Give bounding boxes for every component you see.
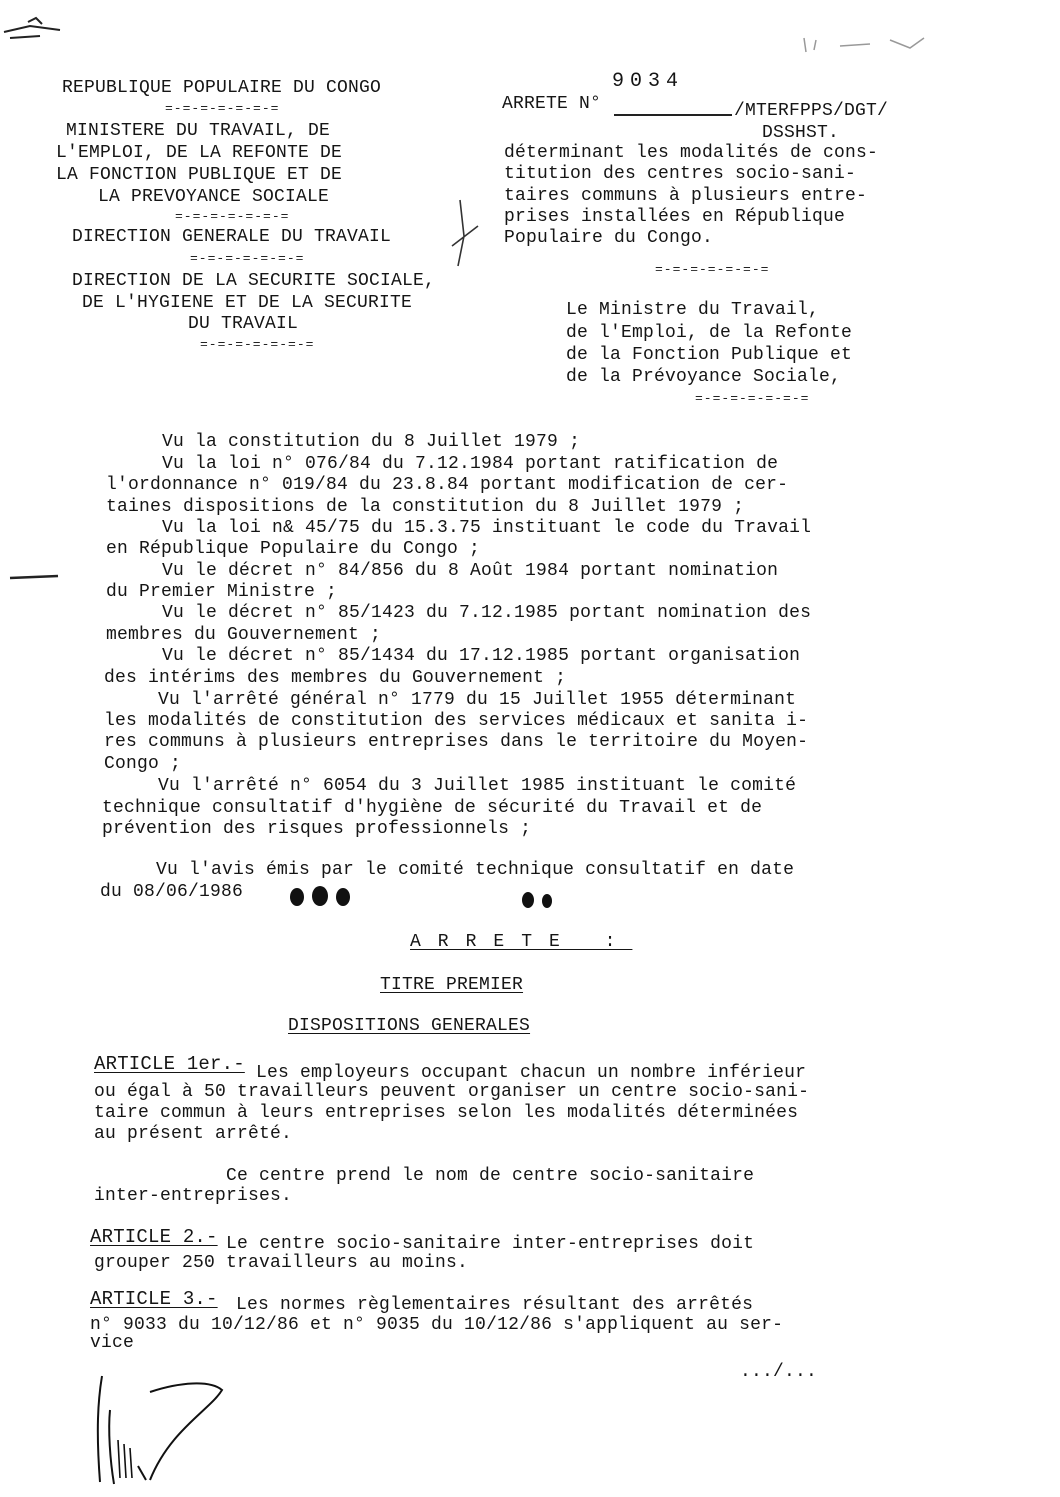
vu-line-7: Vu le décret n° 84/856 du 8 Août 1984 portant nomination xyxy=(162,561,779,581)
vu-line-6: en République Populaire du Congo ; xyxy=(106,539,481,559)
vu-line-2: Vu la loi n° 076/84 du 7.12.1984 portant ratification de xyxy=(162,454,779,474)
article-3-line-1: Les normes règlementaires résultant des arrêtés xyxy=(236,1295,754,1315)
article-1-line-2: ou égal à 50 travailleurs peuvent organiser un centre socio-sani- xyxy=(94,1082,810,1102)
article-2-line-2: grouper 250 travailleurs au moins. xyxy=(94,1253,469,1273)
purpose-separator: =-=-=-=-=-=-= xyxy=(655,262,770,277)
header-separator: =-=-=-=-=-=-= xyxy=(165,101,280,116)
article-3-line-2: n° 9033 du 10/12/86 et n° 9035 du 10/12/86 s'appliquent au ser- xyxy=(90,1315,784,1335)
vu-line-19: prévention des risques professionnels ; xyxy=(102,819,532,839)
purpose-line-4: prises installées en République xyxy=(504,207,846,227)
direction-line-1: DIRECTION DE LA SECURITE SOCIALE, xyxy=(72,271,436,291)
article-1-line-1: Les employeurs occupant chacun un nombre inférieur xyxy=(256,1063,807,1083)
dispositions-generales: DISPOSITIONS GENERALES xyxy=(288,1016,531,1036)
ministry-line-4: LA PREVOYANCE SOCIALE xyxy=(98,187,330,207)
ink-blot xyxy=(522,892,534,908)
purpose-line-1: déterminant les modalités de cons- xyxy=(504,143,879,163)
country-name: REPUBLIQUE POPULAIRE DU CONGO xyxy=(62,78,382,98)
arrete-number: 9034 xyxy=(612,70,685,93)
vu-line-18: technique consultatif d'hygiène de sécurité du Travail et de xyxy=(102,798,763,818)
continuation-mark: .../... xyxy=(740,1362,818,1382)
vu-line-1: Vu la constitution du 8 Juillet 1979 ; xyxy=(162,432,581,452)
vu-line-11: Vu le décret n° 85/1434 du 17.12.1985 portant organisation xyxy=(162,646,801,666)
ink-blot xyxy=(290,888,304,906)
arrete-number-underline xyxy=(614,114,732,116)
title-premier: TITRE PREMIER xyxy=(380,975,524,995)
direction-separator: =-=-=-=-=-=-= xyxy=(200,337,315,352)
vu-line-4: taines dispositions de la constitution du 8 Juillet 1979 ; xyxy=(106,497,745,517)
purpose-line-2: titution des centres socio-sani- xyxy=(504,164,857,184)
ink-blot xyxy=(336,888,350,906)
arrete-reference-2: DSSHST. xyxy=(762,123,840,143)
vu-line-3: l'ordonnance n° 019/84 du 23.8.84 portant modification de cer- xyxy=(106,475,789,495)
vu-line-17: Vu l'arrêté n° 6054 du 3 Juillet 1985 instituant le comité xyxy=(158,776,797,796)
article-1-label: ARTICLE 1er.- xyxy=(94,1053,245,1075)
vu-line-21: du 08/06/1986 xyxy=(100,882,244,902)
vu-line-5: Vu la loi n& 45/75 du 15.3.75 instituant le code du Travail xyxy=(162,518,812,538)
article-1-para2-line-2: inter-entreprises. xyxy=(94,1186,293,1206)
vu-line-8: du Premier Ministre ; xyxy=(106,582,338,602)
vu-line-9: Vu le décret n° 85/1423 du 7.12.1985 portant nomination des xyxy=(162,603,812,623)
arrete-heading: ARRETE : xyxy=(410,932,633,952)
dg-separator: =-=-=-=-=-=-= xyxy=(190,251,305,266)
ministry-separator: =-=-=-=-=-=-= xyxy=(175,209,290,224)
article-3-label: ARTICLE 3.- xyxy=(90,1288,218,1310)
vu-line-12: des intérims des membres du Gouvernement ; xyxy=(104,668,567,688)
ministry-line-2: L'EMPLOI, DE LA REFONTE DE xyxy=(56,143,343,163)
direction-generale: DIRECTION GENERALE DU TRAVAIL xyxy=(72,227,392,247)
minister-line-4: de la Prévoyance Sociale, xyxy=(566,367,842,387)
article-1-para2-line-1: Ce centre prend le nom de centre socio-sanitaire xyxy=(226,1166,755,1186)
ink-blot xyxy=(542,894,552,908)
minister-separator: =-=-=-=-=-=-= xyxy=(695,391,810,406)
margin-check-mark xyxy=(448,196,488,276)
left-margin-mark xyxy=(8,568,68,588)
ministry-line-3: LA FONCTION PUBLIQUE ET DE xyxy=(56,165,343,185)
article-2-label: ARTICLE 2.- xyxy=(90,1226,218,1248)
purpose-line-3: taires communs à plusieurs entre- xyxy=(504,186,868,206)
article-3-line-3: vice xyxy=(90,1333,135,1353)
handwritten-signature xyxy=(80,1370,250,1490)
minister-line-1: Le Ministre du Travail, xyxy=(566,300,820,320)
vu-line-20: Vu l'avis émis par le comité technique consultatif en date xyxy=(156,860,795,880)
vu-line-14: les modalités de constitution des services médicaux et sanita i- xyxy=(104,711,809,731)
vu-line-16: Congo ; xyxy=(104,754,182,774)
vu-line-15: res communs à plusieurs entreprises dans le territoire du Moyen- xyxy=(104,732,809,752)
article-1-line-4: au présent arrêté. xyxy=(94,1124,293,1144)
arrete-label: ARRETE N° xyxy=(502,94,602,114)
article-2-line-1: Le centre socio-sanitaire inter-entreprises doit xyxy=(226,1234,755,1254)
minister-line-3: de la Fonction Publique et xyxy=(566,345,853,365)
vu-line-13: Vu l'arrêté général n° 1779 du 15 Juillet 1955 déterminant xyxy=(158,690,797,710)
purpose-line-5: Populaire du Congo. xyxy=(504,228,714,248)
top-right-scribble xyxy=(800,32,930,56)
arrete-reference: /MTERFPPS/DGT/ xyxy=(734,101,889,121)
minister-line-2: de l'Emploi, de la Refonte xyxy=(566,323,853,343)
direction-line-2: DE L'HYGIENE ET DE LA SECURITE xyxy=(82,293,413,313)
article-1-line-3: taire commun à leurs entreprises selon les modalités déterminées xyxy=(94,1103,799,1123)
direction-line-3: DU TRAVAIL xyxy=(188,314,299,334)
top-left-scribble xyxy=(0,8,90,48)
ministry-line-1: MINISTERE DU TRAVAIL, DE xyxy=(66,121,331,141)
vu-line-10: membres du Gouvernement ; xyxy=(106,625,382,645)
ink-blot xyxy=(312,886,328,906)
